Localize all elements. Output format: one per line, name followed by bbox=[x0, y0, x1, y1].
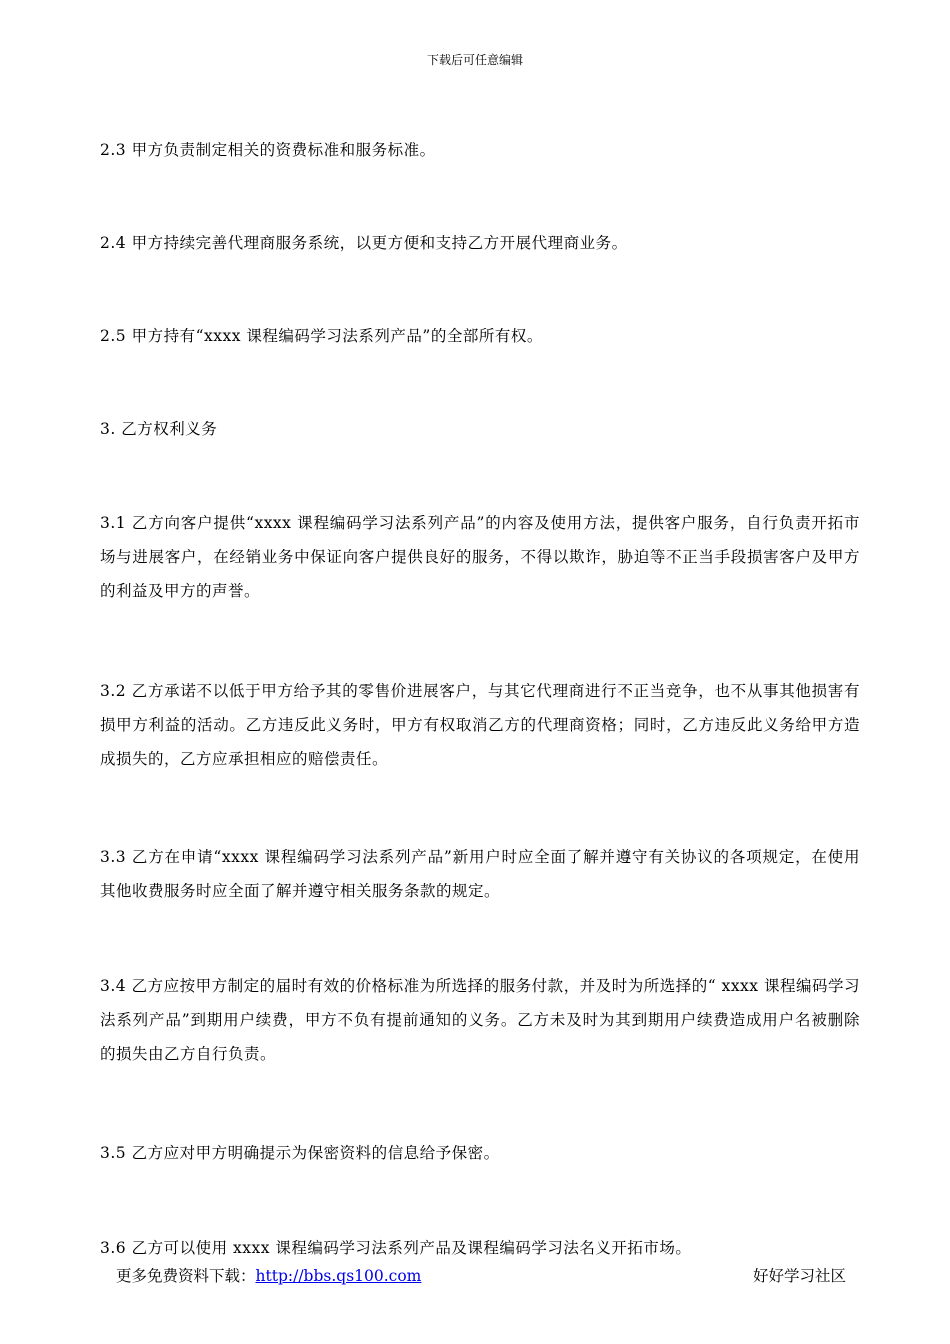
page-header: 下载后可任意编辑 bbox=[426, 53, 523, 67]
paragraph-2-5: 2.5 甲方持有“xxxx 课程编码学习法系列产品”的全部所有权。 bbox=[100, 327, 543, 345]
paragraph-3-5: 3.5 乙方应对甲方明确提示为保密资料的信息给予保密。 bbox=[100, 1144, 500, 1162]
footer-link[interactable]: http://bbs.qs100.com bbox=[255, 1267, 422, 1285]
paragraph-3-1: 3.1 乙方向客户提供“xxxx 课程编码学习法系列产品”的内容及使用方法，提供客户服务，自行负责开拓市场与进展客户，在经销业务中保证向客户提供良好的服务，不得以欺诈，胁迫等不正当手段损害客户及甲方的利益及甲方的声誉。 bbox=[100, 514, 860, 600]
paragraph-3-4: 3.4 乙方应按甲方制定的届时有效的价格标准为所选择的服务付款，并及时为所选择的“ xxxx 课程编码学习法系列产品”到期用户续费，甲方不负有提前通知的义务。乙方未及时为其到期用户续费造成用户名被删除的损失由乙方自行负责。 bbox=[100, 977, 860, 1063]
paragraph-2-4: 2.4 甲方持续完善代理商服务系统，以更方便和支持乙方开展代理商业务。 bbox=[100, 234, 628, 252]
paragraph-3-3: 3.3 乙方在申请“xxxx 课程编码学习法系列产品”新用户时应全面了解并遵守有关协议的各项规定，在使用其他收费服务时应全面了解并遵守相关服务条款的规定。 bbox=[100, 848, 860, 900]
section-heading-3: 3. 乙方权利义务 bbox=[100, 420, 218, 438]
paragraph-3-2: 3.2 乙方承诺不以低于甲方给予其的零售价进展客户，与其它代理商进行不正当竞争，也不从事其他损害有损甲方利益的活动。乙方违反此义务时，甲方有权取消乙方的代理商资格；同时，乙方违反此义务给甲方造成损失的，乙方应承担相应的赔偿责任。 bbox=[100, 682, 860, 768]
footer-prefix: 更多免费资料下载： bbox=[116, 1267, 256, 1285]
paragraph-2-3: 2.3 甲方负责制定相关的资费标准和服务标准。 bbox=[100, 141, 436, 159]
footer-site-name: 好好学习社区 bbox=[752, 1267, 846, 1285]
footer-download-note bbox=[116, 1265, 421, 1287]
paragraph-3-6: 3.6 乙方可以使用 xxxx 课程编码学习法系列产品及课程编码学习法名义开拓市场。 bbox=[100, 1239, 692, 1257]
